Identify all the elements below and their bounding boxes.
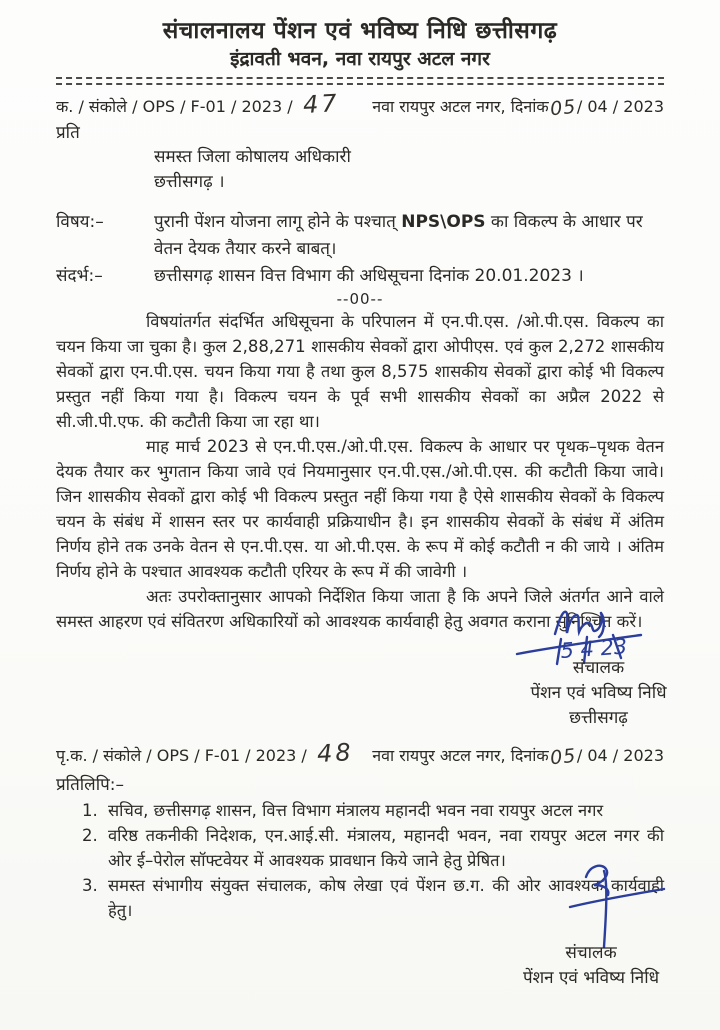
copy-item-text: वरिष्ठ तकनीकी निदेशक, एन.आई.सी. मंत्रालय, महानदी भवन, नवा रायपुर अटल नगर की ओर ई–पेरोल सॉफ्टवेयर में आवश्यक प्रावधान किये जाने हेतु प्रेषित। xyxy=(108,826,664,870)
copy-item-number: 2. xyxy=(82,826,98,845)
place-date-prefix-bottom: नवा रायपुर अटल नगर, दिनांक xyxy=(372,746,549,765)
signatory-org-line2: छत्तीसगढ़ xyxy=(569,708,628,728)
copy-item-number: 3. xyxy=(82,876,98,895)
context-label: संदर्भ:– xyxy=(56,266,103,286)
signatory-designation: संचालक xyxy=(572,658,625,678)
copy-item-text: समस्त संभागीय संयुक्त संचालक, कोष लेखा एवं पेंशन छ.ग. की ओर आवश्यक कार्यवाही हेतु। xyxy=(108,876,664,920)
signatory-caption-top xyxy=(491,656,706,731)
recipient-line1: समस्त जिला कोषालय अधिकारी xyxy=(154,147,351,167)
letterhead-title: संचालनालय पेंशन एवं भविष्य निधि छत्तीसगढ़ xyxy=(162,18,558,44)
reference-number-line-top xyxy=(56,89,664,122)
handwritten-day-bottom: 05 xyxy=(548,744,578,770)
recipient-line2: छत्तीसगढ़ । xyxy=(154,172,225,192)
place-date-prefix: नवा रायपुर अटल नगर, दिनांक xyxy=(372,97,549,116)
handwritten-day: 05 xyxy=(548,95,578,121)
handwritten-endorsement-number: 48 xyxy=(316,738,355,768)
signatory-org-bottom: पेंशन एवं भविष्य निधि xyxy=(522,968,660,988)
copy-item-1 xyxy=(56,798,664,823)
copy-item-number: 1. xyxy=(82,801,98,820)
handwritten-dispatch-number: 47 xyxy=(301,89,340,119)
body-paragraph-2: माह मार्च 2023 से एन.पी.एस./ओ.पी.एस. विकल्प के आधार पर पृथक–पृथक वेतन देयक तैयार कर भुगतान किया जावे एवं नियमानुसार एन.पी.एस./ओ.पी.एस. की कटौती किया जावे। जिन शासकीय सेवकों द्वारा कोई भी विकल्प प्रस्तुत नहीं किया गया है ऐसे शासकीय सेवकों के विकल्प चयन के संबंध में शासन स्तर पर कार्यवाही प्रक्रियाधीन है। इन शासकीय सेवकों के संबंध में अंतिम निर्णय होने तक उनके वेतन से एन.पी.एस. या ओ.पी.एस. के रूप में कोई कटौती न की जाये । अंतिम निर्णय होने के पश्चात आवश्यक कटौती एरियर के रूप में की जावेगी । xyxy=(56,437,664,581)
letterhead-address: इंद्रावती भवन, नवा रायपुर अटल नगर xyxy=(230,48,490,70)
endorsement-ref-prefix: पृ.क. / संकोले / OPS / F-01 / 2023 / xyxy=(56,746,307,765)
place-date-group-bottom xyxy=(372,740,664,771)
body-paragraph-1: विषयांतर्गत संदर्भित अधिसूचना के परिपालन में एन.पी.एस. /ओ.पी.एस. विकल्प का चयन किया जा चुका है। कुल 2,88,271 शासकीय सेवकों द्वारा ओपीएस. एवं कुल 2,272 शासकीय सेवकों द्वारा एन.पी.एस. चयन किया गया है तथा कुल 8,575 शासकीय सेवकों द्वारा कोई भी विकल्प प्रस्तुत नहीं किया गया है। विकल्प चयन के पूर्व सभी शासकीय सेवकों का अप्रैल 2022 से सी.जी.पी.एफ. की कटौती किया जा रहा था। xyxy=(56,312,664,431)
signatory-caption-bottom xyxy=(476,941,706,991)
body-paragraph-3: अतः उपरोक्तानुसार आपको निर्देशित किया जाता है कि अपने जिले अंतर्गत आने वाले समस्त आहरण एवं संवितरण अधिकारियों को आवश्यक कार्यवाही हेतु अवगत कराना सुनिश्चित करें। xyxy=(56,587,664,631)
subject-row xyxy=(56,209,664,263)
salutation: प्रति xyxy=(56,123,80,143)
context-row xyxy=(56,263,664,290)
signatory-org-line1: पेंशन एवं भविष्य निधि xyxy=(530,683,667,703)
subject-text xyxy=(154,209,664,263)
signature-block-bottom xyxy=(476,861,706,991)
director-signature-ink-bottom xyxy=(564,861,674,953)
double-dashed-divider xyxy=(56,77,664,85)
subject-text-after: का विकल्प के आधार पर वेतन देयक तैयार करने बाबत्। xyxy=(154,212,643,259)
copy-item-text: सचिव, छत्तीसगढ़ शासन, वित्त विभाग मंत्रालय महानदी भवन नवा रायपुर अटल नगर xyxy=(108,801,604,820)
subject-label: विषय:– xyxy=(56,212,104,232)
handwritten-sign-date: 5 4 23 xyxy=(559,634,628,663)
context-text: छत्तीसगढ़ शासन वित्त विभाग की अधिसूचना दिनांक 20.01.2023 । xyxy=(154,266,584,286)
reference-number-line-bottom xyxy=(56,738,664,771)
place-date-group xyxy=(372,91,664,122)
signatory-designation-bottom: संचालक xyxy=(565,943,617,963)
date-suffix: / 04 / 2023 xyxy=(576,97,664,116)
date-suffix-bottom: / 04 / 2023 xyxy=(576,746,664,765)
section-separator: --00-- xyxy=(336,290,384,308)
subject-text-before: पुरानी पेंशन योजना लागू होने के पश्चात् xyxy=(154,212,402,232)
ref-number-prefix: क. / संकोले / OPS / F-01 / 2023 / xyxy=(56,97,293,116)
signature-block-top xyxy=(491,606,706,734)
copy-to-label: प्रतिलिपि:– xyxy=(56,775,124,795)
subject-text-bold: NPS\OPS xyxy=(401,212,486,232)
